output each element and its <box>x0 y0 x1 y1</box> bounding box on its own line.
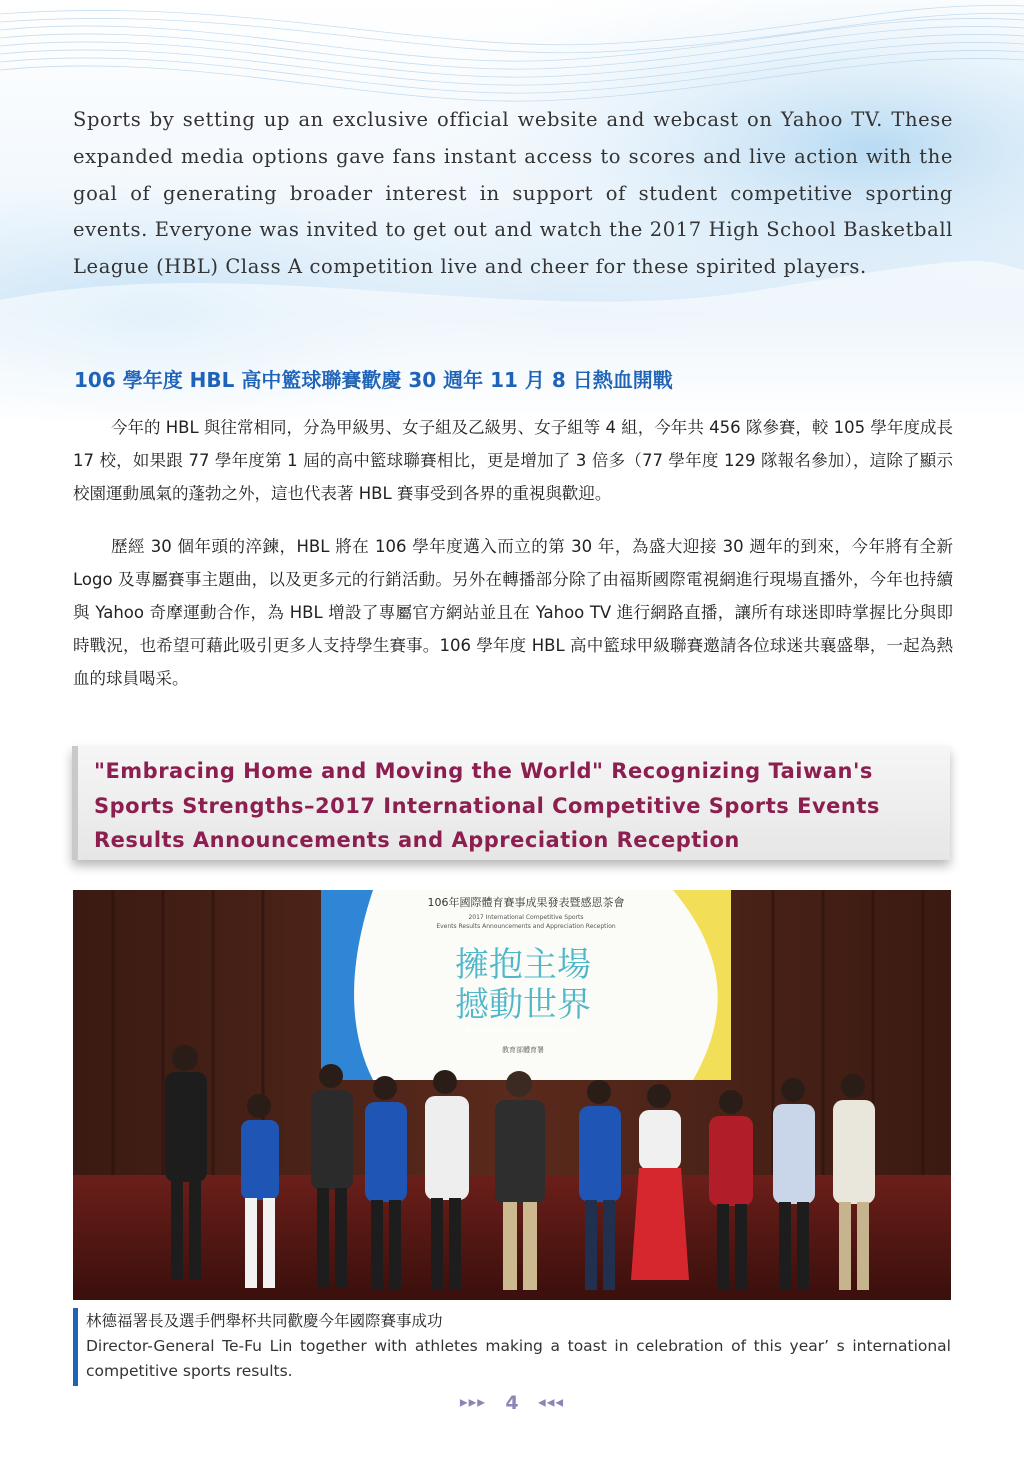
screen-organizer: 教育部體育署 <box>502 1046 544 1054</box>
caption-english: Director-General Te-Fu Lin together with athletes making a toast in celebration of this year’ s international competitive sports results. <box>86 1337 951 1380</box>
footer-arrows-left-icon: ▶▶▶ <box>459 1397 486 1409</box>
section-heading: 106 學年度 HBL 高中籃球聯賽歡慶 30 週年 11 月 8 日熱血開戰 <box>74 368 673 392</box>
body-paragraph-1: 今年的 HBL 與往常相同，分為甲級男、女子組及乙級男、女子組等 4 組，今年共 456 隊參賽，較 105 學年度成長 17 校，如果跟 77 學年度第 1 屆的高中籃球聯賽相比，更是增加了 3 倍多（77 學年度 129 隊報名參加），這除了顯示校園運動風氣的蓬勃之外，這也代表著 HBL 賽事受到各界的重視與歡迎。 <box>73 418 953 503</box>
page-number: 4 <box>505 1392 519 1414</box>
body-paragraph-2: 歷經 30 個年頭的淬鍊，HBL 將在 106 學年度邁入而立的第 30 年，為盛大迎接 30 週年的到來，今年將有全新 Logo 及專屬賽事主題曲，以及更多元的行銷活動。另外在轉播部分除了由福斯國際電視網進行現場直播外，今年也持續與 Yahoo 奇摩運動合作，為 HBL 增設了專屬官方網站並且在 Yahoo TV 進行網路直播，讓所有球迷即時掌握比分與即時戰況，也希望可藉此吸引更多人支持學生賽事。106 學年度 HBL 高中籃球甲級聯賽邀請各位球迷共襄盛舉，一起為熱血的球員喝采。 <box>73 537 953 688</box>
screen-slogan-2: 撼動世界 <box>455 985 591 1025</box>
screen-subtitle-1: 2017 International Competitive Sports <box>468 914 584 921</box>
intro-paragraph-en: Sports by setting up an exclusive official website and webcast on Yahoo TV. These expanded media options gave fans instant access to scores and live action with the goal of generating broader interest in support of student competitive sporting events. Everyone was invited to get out and watch the 2017 High School Basketball League (HBL) Class A competition live and cheer for these spirited players. <box>73 108 953 279</box>
screen-subtitle-2: Events Results Announcements and Appreciation Reception <box>436 923 616 930</box>
screen-slogan-en: Be the Host and Move the World <box>466 1027 580 1035</box>
photo-caption <box>73 1308 951 1386</box>
footer-arrows-right-icon: ◀◀◀ <box>538 1397 565 1409</box>
page-footer <box>0 1392 1024 1414</box>
event-photo-illustration <box>73 890 951 1300</box>
screen-title: 106年國際體育賽事成果發表暨感恩茶會 <box>427 896 625 909</box>
article-title: "Embracing Home and Moving the World" Recognizing Taiwan's Sports Strengths–2017 International Competitive Sports Events Results Announcements and Appreciation Reception <box>94 759 880 852</box>
event-photo <box>73 890 951 1300</box>
caption-chinese: 林德福署長及選手們舉杯共同歡慶今年國際賽事成功 <box>86 1312 443 1330</box>
article-title-banner <box>72 746 950 860</box>
screen-slogan-1: 擁抱主場 <box>455 945 591 985</box>
